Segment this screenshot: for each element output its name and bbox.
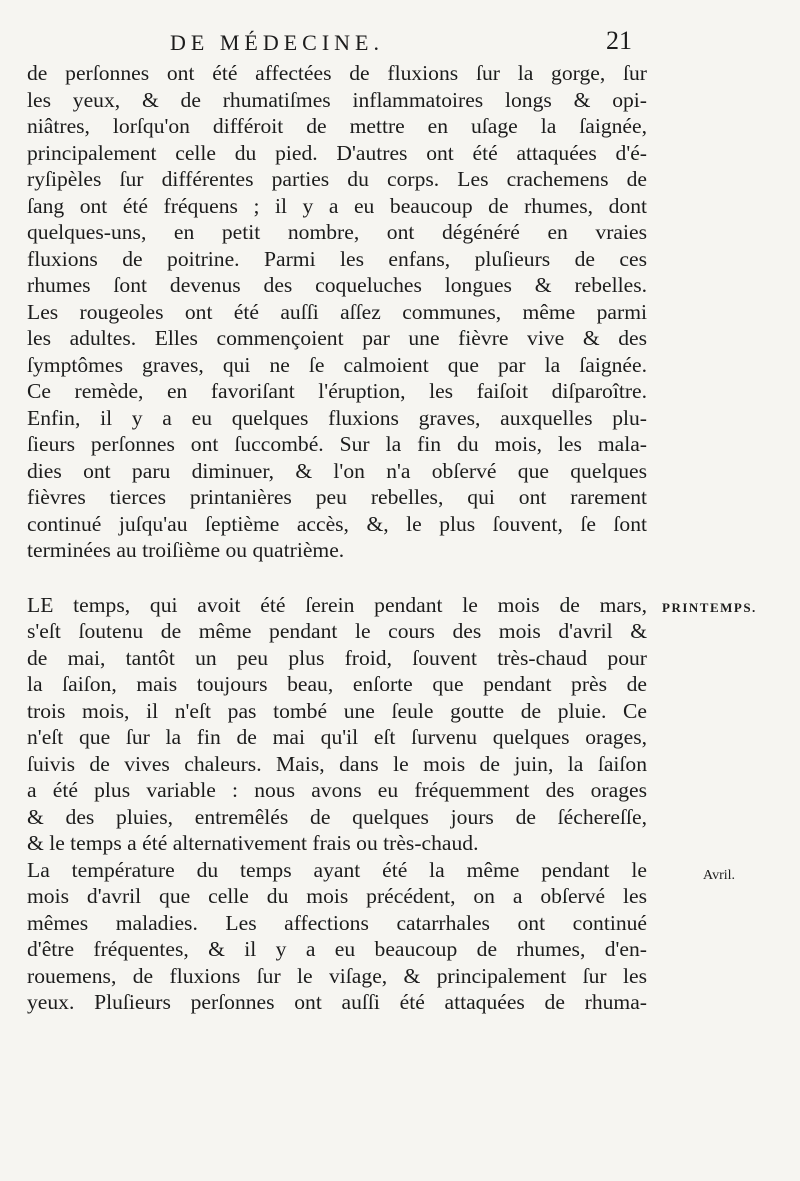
page-number: 21 bbox=[606, 26, 632, 55]
running-head: DE MÉDECINE. bbox=[170, 30, 384, 55]
text-line: les adultes. Elles commençoient par une fièvre vive & des bbox=[27, 326, 647, 350]
paragraph-1 bbox=[27, 60, 647, 564]
text-line: ryſipèles ſur différentes parties du corps. Les crachemens de bbox=[27, 167, 647, 191]
text-line: la ſaiſon, mais toujours beau, enſorte que pendant près de bbox=[27, 672, 647, 696]
text-line: n'eſt que ſur la fin de mai qu'il eſt ſurvenu quelques orages, bbox=[27, 725, 647, 749]
text-line: les yeux, & de rhumatiſmes inflammatoires longs & opi- bbox=[27, 87, 647, 112]
text-line: rhumes ſont devenus des coqueluches longues & rebelles. bbox=[27, 273, 647, 297]
text-line: principalement celle du pied. D'autres ont été attaquées d'é- bbox=[27, 140, 647, 165]
text-line: Les rougeoles ont été auſſi aſſez communes, même parmi bbox=[27, 299, 647, 324]
text-line: Enfin, il y a eu quelques fluxions graves, auxquelles plu- bbox=[27, 405, 647, 430]
text-line: ſang ont été fréquens ; il y a eu beaucoup de rhumes, dont bbox=[27, 193, 647, 218]
text-line: & le temps a été alternativement frais ou très-chaud. bbox=[27, 831, 479, 855]
text-line: ſuivis de vives chaleurs. Mais, dans le mois de juin, la ſaiſon bbox=[27, 751, 647, 776]
text-line: fièvres tierces printanières peu rebelles, qui ont rarement bbox=[27, 485, 647, 509]
paragraph-3 bbox=[27, 857, 647, 1016]
text-line: La température du temps ayant été la même pendant le bbox=[27, 857, 647, 882]
text-line: trois mois, il n'eſt pas tombé une ſeule goutte de pluie. Ce bbox=[27, 698, 647, 723]
text-line: ſieurs perſonnes ont ſuccombé. Sur la fin du mois, les mala- bbox=[27, 432, 647, 456]
text-line: rouemens, de fluxions ſur le viſage, & principalement ſur les bbox=[27, 963, 647, 988]
text-line: de perſonnes ont été affectées de fluxions ſur la gorge, ſur bbox=[27, 61, 647, 85]
paragraph-2 bbox=[27, 592, 647, 857]
text-line: continué juſqu'au ſeptième accès, &, le plus ſouvent, ſe ſont bbox=[27, 511, 647, 536]
body-text bbox=[27, 60, 647, 1016]
text-line: a été plus variable : nous avons eu fréquemment des orages bbox=[27, 778, 647, 802]
text-line: & des pluies, entremêlés de quelques jours de ſéchereſſe, bbox=[27, 804, 647, 829]
text-line: terminées au troiſième ou quatrième. bbox=[27, 538, 345, 562]
text-line: ſymptômes graves, qui ne ſe calmoient que par la ſaignée. bbox=[27, 352, 647, 377]
text-line: mêmes maladies. Les affections catarrhales ont continué bbox=[27, 910, 647, 935]
text-line: d'être fréquentes, & il y a eu beaucoup de rhumes, d'en- bbox=[27, 937, 647, 961]
text-line: de mai, tantôt un peu plus froid, ſouvent très-chaud pour bbox=[27, 645, 647, 670]
margin-note-avril: Avril. bbox=[703, 868, 736, 883]
text-line: yeux. Pluſieurs perſonnes ont auſſi été attaquées de rhuma- bbox=[27, 990, 647, 1014]
text-line: quelques-uns, en petit nombre, ont dégénéré en vraies bbox=[27, 220, 647, 244]
text-line: Ce remède, en favoriſant l'éruption, les faiſoit diſparoître. bbox=[27, 379, 647, 403]
text-line: fluxions de poitrine. Parmi les enfans, pluſieurs de ces bbox=[27, 246, 647, 271]
text-line: LE temps, qui avoit été ſerein pendant le mois de mars, bbox=[27, 592, 647, 617]
text-line: s'eſt ſoutenu de même pendant le cours des mois d'avril & bbox=[27, 619, 647, 643]
text-line: niâtres, lorſqu'on différoit de mettre en uſage la ſaignée, bbox=[27, 114, 647, 138]
text-line: dies ont paru diminuer, & l'on n'a obſervé que quelques bbox=[27, 458, 647, 483]
margin-note-printemps: PRINTEMPS. bbox=[662, 600, 757, 615]
text-line: mois d'avril que celle du mois précédent, on a obſervé les bbox=[27, 884, 647, 908]
